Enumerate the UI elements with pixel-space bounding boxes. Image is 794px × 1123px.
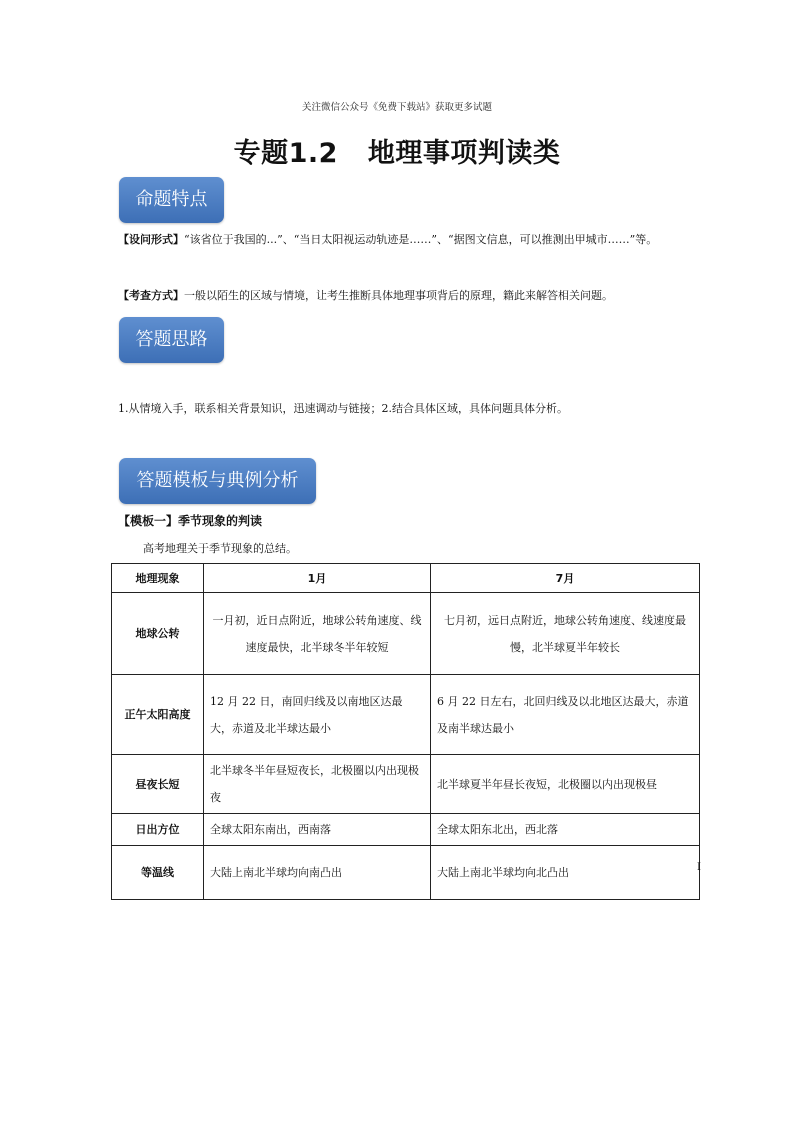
question-form-text: “该省位于我国的...”、“当日太阳视运动轨迹是……”、“据图文信息，可以推测出甲城市……”等。 xyxy=(184,233,658,246)
january-cell: 全球太阳东南出，西南落 xyxy=(204,814,431,846)
january-cell: 北半球冬半年昼短夜长，北极圈以内出现极夜 xyxy=(204,755,431,814)
january-cell: 大陆上南北半球均向南凸出 xyxy=(204,846,431,900)
table-header-row xyxy=(112,564,700,593)
title-topic: 地理事项判读类 xyxy=(367,138,561,169)
january-cell: 一月初，近日点附近，地球公转角速度、线速度最快，北半球冬半年较短 xyxy=(204,593,431,675)
section-tag-template: 答题模板与典例分析 xyxy=(119,458,316,504)
table-row xyxy=(112,755,700,814)
season-phenomena-table xyxy=(111,563,700,900)
section-tag-features: 命题特点 xyxy=(119,177,224,223)
question-form-label: 【设问形式】 xyxy=(118,233,184,246)
table-header: 7月 xyxy=(431,564,700,593)
table-header: 1月 xyxy=(204,564,431,593)
row-label: 正午太阳高度 xyxy=(112,675,204,755)
intro-text: 高考地理关于季节现象的总结。 xyxy=(143,542,297,555)
header-notice: 关注微信公众号《免费下载站》获取更多试题 xyxy=(301,102,492,113)
row-label: 昼夜长短 xyxy=(112,755,204,814)
row-label: 地球公转 xyxy=(112,593,204,675)
template-heading: 【模板一】季节现象的判读 xyxy=(118,514,263,528)
page-title xyxy=(0,131,794,170)
july-cell: 大陆上南北半球均向北凸出 xyxy=(431,846,700,900)
exam-method-label: 【考查方式】 xyxy=(118,289,184,302)
table-row xyxy=(112,593,700,675)
january-cell: 12 月 22 日，南回归线及以南地区达最大，赤道及北半球达最小 xyxy=(204,675,431,755)
table-row xyxy=(112,814,700,846)
title-number: 专题1.2 xyxy=(233,138,338,169)
exam-method-paragraph xyxy=(118,286,698,306)
exam-method-text: 一般以陌生的区域与情境，让考生推断具体地理事项背后的原理，籍此来解答相关问题。 xyxy=(184,289,613,302)
section-tag-approach: 答题思路 xyxy=(119,317,224,363)
row-label: 等温线 xyxy=(112,846,204,900)
table-row xyxy=(112,846,700,900)
july-cell: 北半球夏半年昼长夜短，北极圈以内出现极昼 xyxy=(431,755,700,814)
row-label: 日出方位 xyxy=(112,814,204,846)
table-row xyxy=(112,675,700,755)
margin-marker: I xyxy=(697,862,701,873)
july-cell: 6 月 22 日左右，北回归线及以北地区达最大，赤道及南半球达最小 xyxy=(431,675,700,755)
question-form-paragraph xyxy=(118,230,698,250)
approach-paragraph: 1.从情境入手，联系相关背景知识，迅速调动与链接；2.结合具体区域，具体问题具体分析。 xyxy=(118,402,568,415)
july-cell: 全球太阳东北出，西北落 xyxy=(431,814,700,846)
table-header: 地理现象 xyxy=(112,564,204,593)
july-cell: 七月初，远日点附近，地球公转角速度、线速度最慢，北半球夏半年较长 xyxy=(431,593,700,675)
